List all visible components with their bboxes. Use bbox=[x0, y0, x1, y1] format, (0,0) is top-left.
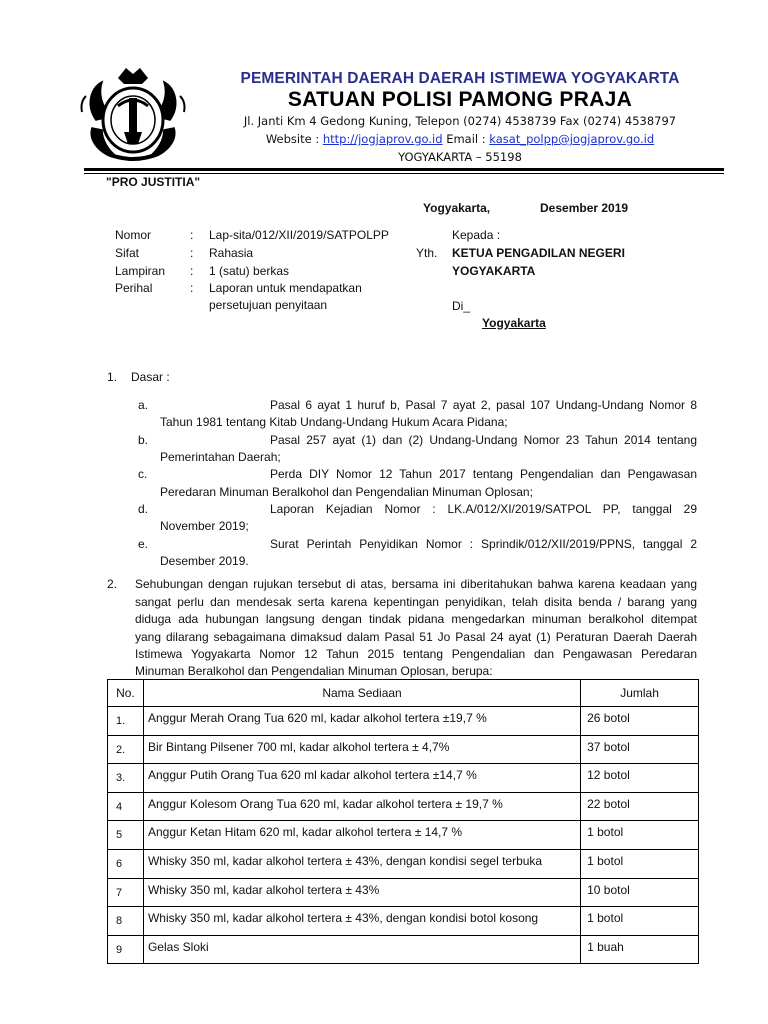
letterhead-divider-thin bbox=[84, 173, 724, 174]
list-item-letter: b. bbox=[138, 433, 149, 447]
section1-number: 1. bbox=[107, 370, 118, 384]
row-no: 3. bbox=[108, 764, 144, 793]
seized-items-table bbox=[107, 679, 699, 964]
paragraph-line: diduga ada hubungan langsung dengan tindak pidana mengedarkan minuman beralkohol ditempat bbox=[135, 612, 697, 626]
paragraph-line: sangat perlu dan mendesak serta karena kepentingan penyidikan, telah disita benda / barang yang bbox=[135, 595, 697, 609]
email-link[interactable]: kasat_polpp@jogjaprov.go.id bbox=[489, 132, 655, 146]
table-row bbox=[108, 821, 699, 850]
table-row bbox=[108, 707, 699, 736]
colon: : bbox=[190, 228, 194, 242]
row-no: 9 bbox=[108, 935, 144, 964]
row-jumlah: 22 botol bbox=[581, 792, 699, 821]
letterhead-divider-thick bbox=[84, 168, 724, 171]
section2-number: 2. bbox=[107, 577, 118, 591]
yth-label: Yth. bbox=[416, 246, 438, 260]
header-nama-sediaan: Nama Sediaan bbox=[143, 680, 580, 707]
recipient-name-line2: YOGYAKARTA bbox=[452, 264, 536, 278]
website-link[interactable]: http://jogjaprov.go.id bbox=[322, 132, 443, 146]
list-item-line2: Peredaran Minuman Beralkohol dan Pengendalian Minuman Oplosan; bbox=[160, 485, 533, 499]
row-jumlah: 10 botol bbox=[581, 878, 699, 907]
table-row bbox=[108, 878, 699, 907]
perihal-line1: Laporan untuk mendapatkan bbox=[209, 281, 362, 295]
row-nama: Gelas Sloki bbox=[143, 935, 580, 964]
paragraph-line: Minuman Beralkohol dan Pengendalian Minuman Oplosan, berupa: bbox=[135, 664, 493, 678]
row-no: 1. bbox=[108, 707, 144, 736]
table-row bbox=[108, 735, 699, 764]
list-item-line2: Desember 2019. bbox=[160, 554, 249, 568]
list-item-letter: d. bbox=[138, 502, 149, 516]
row-no: 7 bbox=[108, 878, 144, 907]
list-item-line1: Pasal 257 ayat (1) dan (2) Undang-Undang Nomor 23 Tahun 2014 tentang bbox=[270, 433, 697, 447]
list-item-line1: Surat Perintah Penyidikan Nomor : Sprindik/012/XII/2019/PPNS, tanggal 2 bbox=[270, 537, 697, 551]
lampiran-label: Lampiran bbox=[115, 264, 166, 278]
row-no: 8 bbox=[108, 907, 144, 936]
row-nama: Whisky 350 ml, kadar alkohol tertera ± 43%, dengan kondisi botol kosong bbox=[143, 907, 580, 936]
list-item-line1: Perda DIY Nomor 12 Tahun 2017 tentang Pengendalian dan Pengawasan bbox=[270, 467, 697, 481]
row-jumlah: 1 botol bbox=[581, 849, 699, 878]
colon: : bbox=[190, 246, 194, 260]
row-no: 2. bbox=[108, 735, 144, 764]
date-place: Yogyakarta, bbox=[423, 201, 491, 215]
row-nama: Bir Bintang Pilsener 700 ml, kadar alkohol tertera ± 4,7% bbox=[143, 735, 580, 764]
row-jumlah: 1 botol bbox=[581, 821, 699, 850]
letterhead-contact bbox=[196, 132, 724, 146]
row-nama: Anggur Merah Orang Tua 620 ml, kadar alkohol tertera ±19,7 % bbox=[143, 707, 580, 736]
pro-justitia: "PRO JUSTITIA" bbox=[106, 175, 201, 189]
table-row bbox=[108, 764, 699, 793]
website-label: Website : bbox=[265, 132, 320, 146]
row-jumlah: 26 botol bbox=[581, 707, 699, 736]
row-jumlah: 37 botol bbox=[581, 735, 699, 764]
list-item-line2: Pemerintahan Daerah; bbox=[160, 450, 281, 464]
recipient-city: Yogyakarta bbox=[482, 316, 546, 330]
nomor-label: Nomor bbox=[115, 228, 152, 242]
sifat-label: Sifat bbox=[115, 246, 140, 260]
date-month-year: Desember 2019 bbox=[540, 201, 629, 215]
list-item-line1: Laporan Kejadian Nomor : LK.A/012/XI/2019/SATPOL PP, tanggal 29 bbox=[270, 502, 697, 516]
perihal-label: Perihal bbox=[115, 281, 153, 295]
yogyakarta-emblem-logo bbox=[78, 58, 188, 166]
lampiran-value: 1 (satu) berkas bbox=[209, 264, 290, 278]
table-row bbox=[108, 849, 699, 878]
header-no: No. bbox=[108, 680, 144, 707]
paragraph-line: Sehubungan dengan rujukan tersebut di atas, bersama ini diberitahukan bahwa karena keadaan yang bbox=[135, 577, 697, 591]
row-nama: Anggur Kolesom Orang Tua 620 ml, kadar alkohol tertera ± 19,7 % bbox=[143, 792, 580, 821]
row-jumlah: 1 botol bbox=[581, 907, 699, 936]
table-row bbox=[108, 792, 699, 821]
colon: : bbox=[190, 281, 194, 295]
table-header-row bbox=[108, 680, 699, 707]
list-item-letter: c. bbox=[138, 467, 148, 481]
row-no: 6 bbox=[108, 849, 144, 878]
section1-title: Dasar : bbox=[131, 370, 170, 384]
row-jumlah: 1 buah bbox=[581, 935, 699, 964]
paragraph-line: Istimewa Yogyakarta Nomor 12 Tahun 2015 tentang Pengendalian dan Pengawasan Peredaran bbox=[135, 647, 697, 661]
letterhead-agency: SATUAN POLISI PAMONG PRAJA bbox=[287, 88, 633, 111]
letterhead-government: PEMERINTAH DAERAH DAERAH ISTIMEWA YOGYAKARTA bbox=[240, 70, 680, 87]
row-nama: Anggur Ketan Hitam 620 ml, kadar alkohol tertera ± 14,7 % bbox=[143, 821, 580, 850]
letterhead-address: Jl. Janti Km 4 Gedong Kuning, Telepon (0274) 4538739 Fax (0274) 4538797 bbox=[243, 114, 677, 128]
row-no: 4 bbox=[108, 792, 144, 821]
sifat-value: Rahasia bbox=[209, 246, 254, 260]
row-nama: Anggur Putih Orang Tua 620 ml kadar alkohol tertera ±14,7 % bbox=[143, 764, 580, 793]
table-row bbox=[108, 907, 699, 936]
kepada-label: Kepada : bbox=[452, 228, 501, 242]
nomor-value: Lap-sita/012/XII/2019/SATPOLPP bbox=[209, 228, 389, 242]
letterhead-city-zip: YOGYAKARTA – 55198 bbox=[398, 150, 522, 164]
row-nama: Whisky 350 ml, kadar alkohol tertera ± 43%, dengan kondisi segel terbuka bbox=[143, 849, 580, 878]
row-jumlah: 12 botol bbox=[581, 764, 699, 793]
list-item-line2: Tahun 1981 tentang Kitab Undang-Undang Hukum Acara Pidana; bbox=[160, 415, 508, 429]
colon: : bbox=[190, 264, 194, 278]
email-label: Email : bbox=[446, 132, 486, 146]
recipient-name-line1: KETUA PENGADILAN NEGERI bbox=[452, 246, 625, 260]
table-row bbox=[108, 935, 699, 964]
paragraph-line: yang dilarang sebagaimana dimaksud dalam Pasal 51 Jo Pasal 24 ayat (1) Peraturan Daerah Daerah bbox=[135, 630, 697, 644]
list-item-line2: November 2019; bbox=[160, 519, 249, 533]
di-label: Di_ bbox=[452, 299, 471, 313]
row-no: 5 bbox=[108, 821, 144, 850]
list-item-letter: e. bbox=[138, 537, 149, 551]
list-item-line1: Pasal 6 ayat 1 huruf b, Pasal 7 ayat 2, pasal 107 Undang-Undang Nomor 8 bbox=[270, 398, 697, 412]
header-jumlah: Jumlah bbox=[581, 680, 699, 707]
row-nama: Whisky 350 ml, kadar alkohol tertera ± 43% bbox=[143, 878, 580, 907]
perihal-line2: persetujuan penyitaan bbox=[209, 298, 328, 312]
list-item-letter: a. bbox=[138, 398, 149, 412]
